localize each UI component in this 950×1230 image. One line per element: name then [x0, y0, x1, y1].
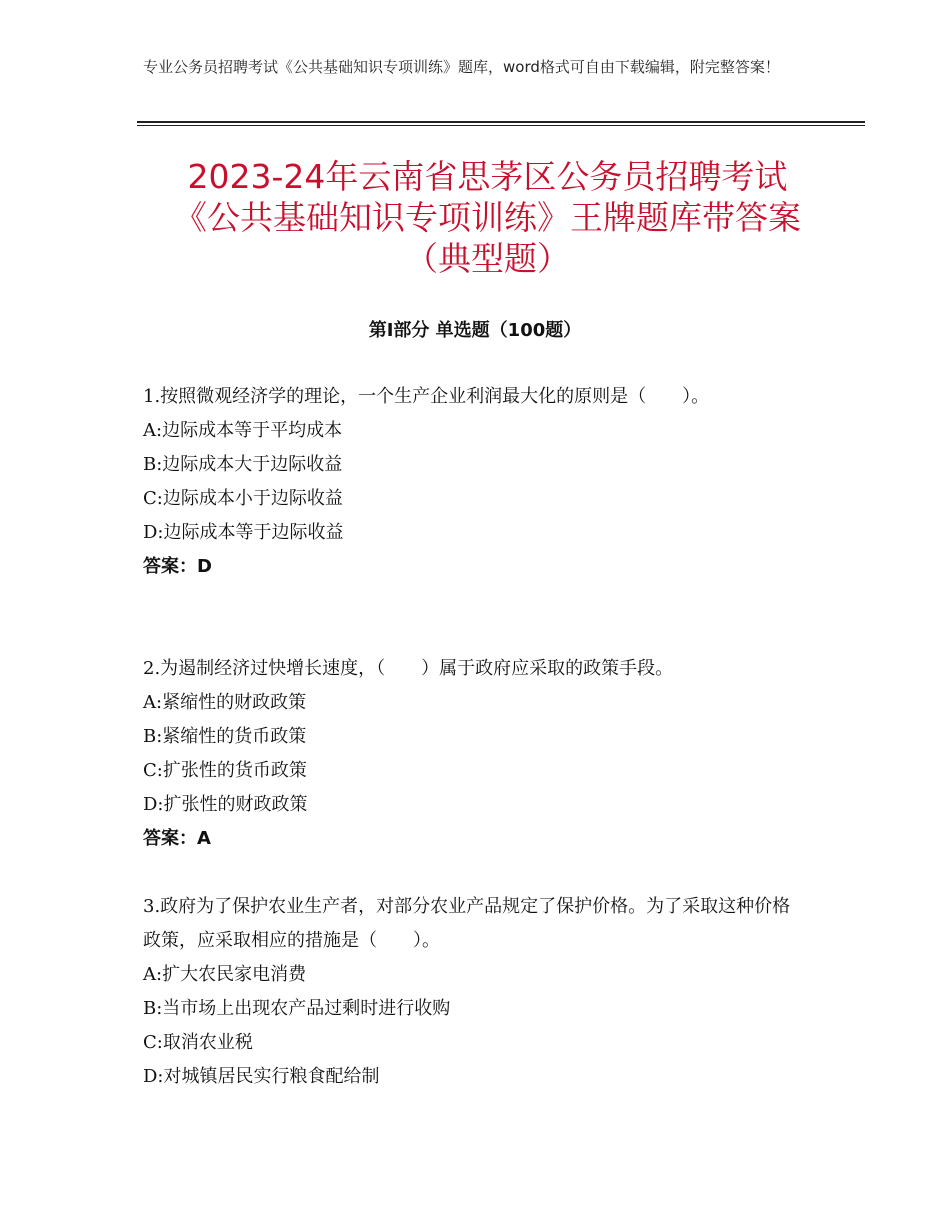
option-c: C:扩张性的货币政策 — [143, 760, 307, 781]
answer: 答案：D — [143, 556, 212, 577]
option-a: A:边际成本等于平均成本 — [143, 420, 343, 441]
option-c: C:边际成本小于边际收益 — [143, 488, 343, 509]
title-line-1: 2023-24年云南省思茅区公务员招聘考试 — [187, 157, 788, 196]
option-c: C:取消农业税 — [143, 1032, 253, 1053]
header-note: 专业公务员招聘考试《公共基础知识专项训练》题库，word格式可自由下载编辑，附完整答案！ — [143, 58, 780, 76]
question-stem: 1.按照微观经济学的理论，一个生产企业利润最大化的原则是（ ）。 — [143, 386, 710, 407]
document-title — [100, 156, 875, 279]
answer: 答案：A — [143, 828, 211, 849]
option-a: A:扩大农民家电消费 — [143, 964, 307, 985]
option-b: B:当市场上出现农产品过剩时进行收购 — [143, 998, 451, 1019]
question-stem: 3.政府为了保护农业生产者，对部分农业产品规定了保护价格。为了采取这种价格政策，应采取相应的措施是（ ）。 — [143, 896, 791, 951]
option-d: D:边际成本等于边际收益 — [143, 522, 344, 543]
question-3 — [143, 890, 803, 1094]
question-1 — [143, 380, 803, 584]
option-a: A:紧缩性的财政政策 — [143, 692, 307, 713]
title-line-2: 《公共基础知识专项训练》王牌题库带答案 — [174, 198, 801, 237]
option-d: D:扩张性的财政政策 — [143, 794, 308, 815]
question-stem: 2.为遏制经济过快增长速度，（ ）属于政府应采取的政策手段。 — [143, 658, 674, 679]
header-rule-thin — [137, 125, 865, 126]
option-b: B:边际成本大于边际收益 — [143, 454, 343, 475]
question-2 — [143, 652, 803, 856]
option-d: D:对城镇居民实行粮食配给制 — [143, 1066, 380, 1087]
title-line-3: （典型题） — [405, 239, 570, 278]
section-heading: 第Ⅰ部分 单选题（100题） — [368, 320, 582, 341]
option-b: B:紧缩性的货币政策 — [143, 726, 307, 747]
header-rule — [137, 121, 865, 123]
